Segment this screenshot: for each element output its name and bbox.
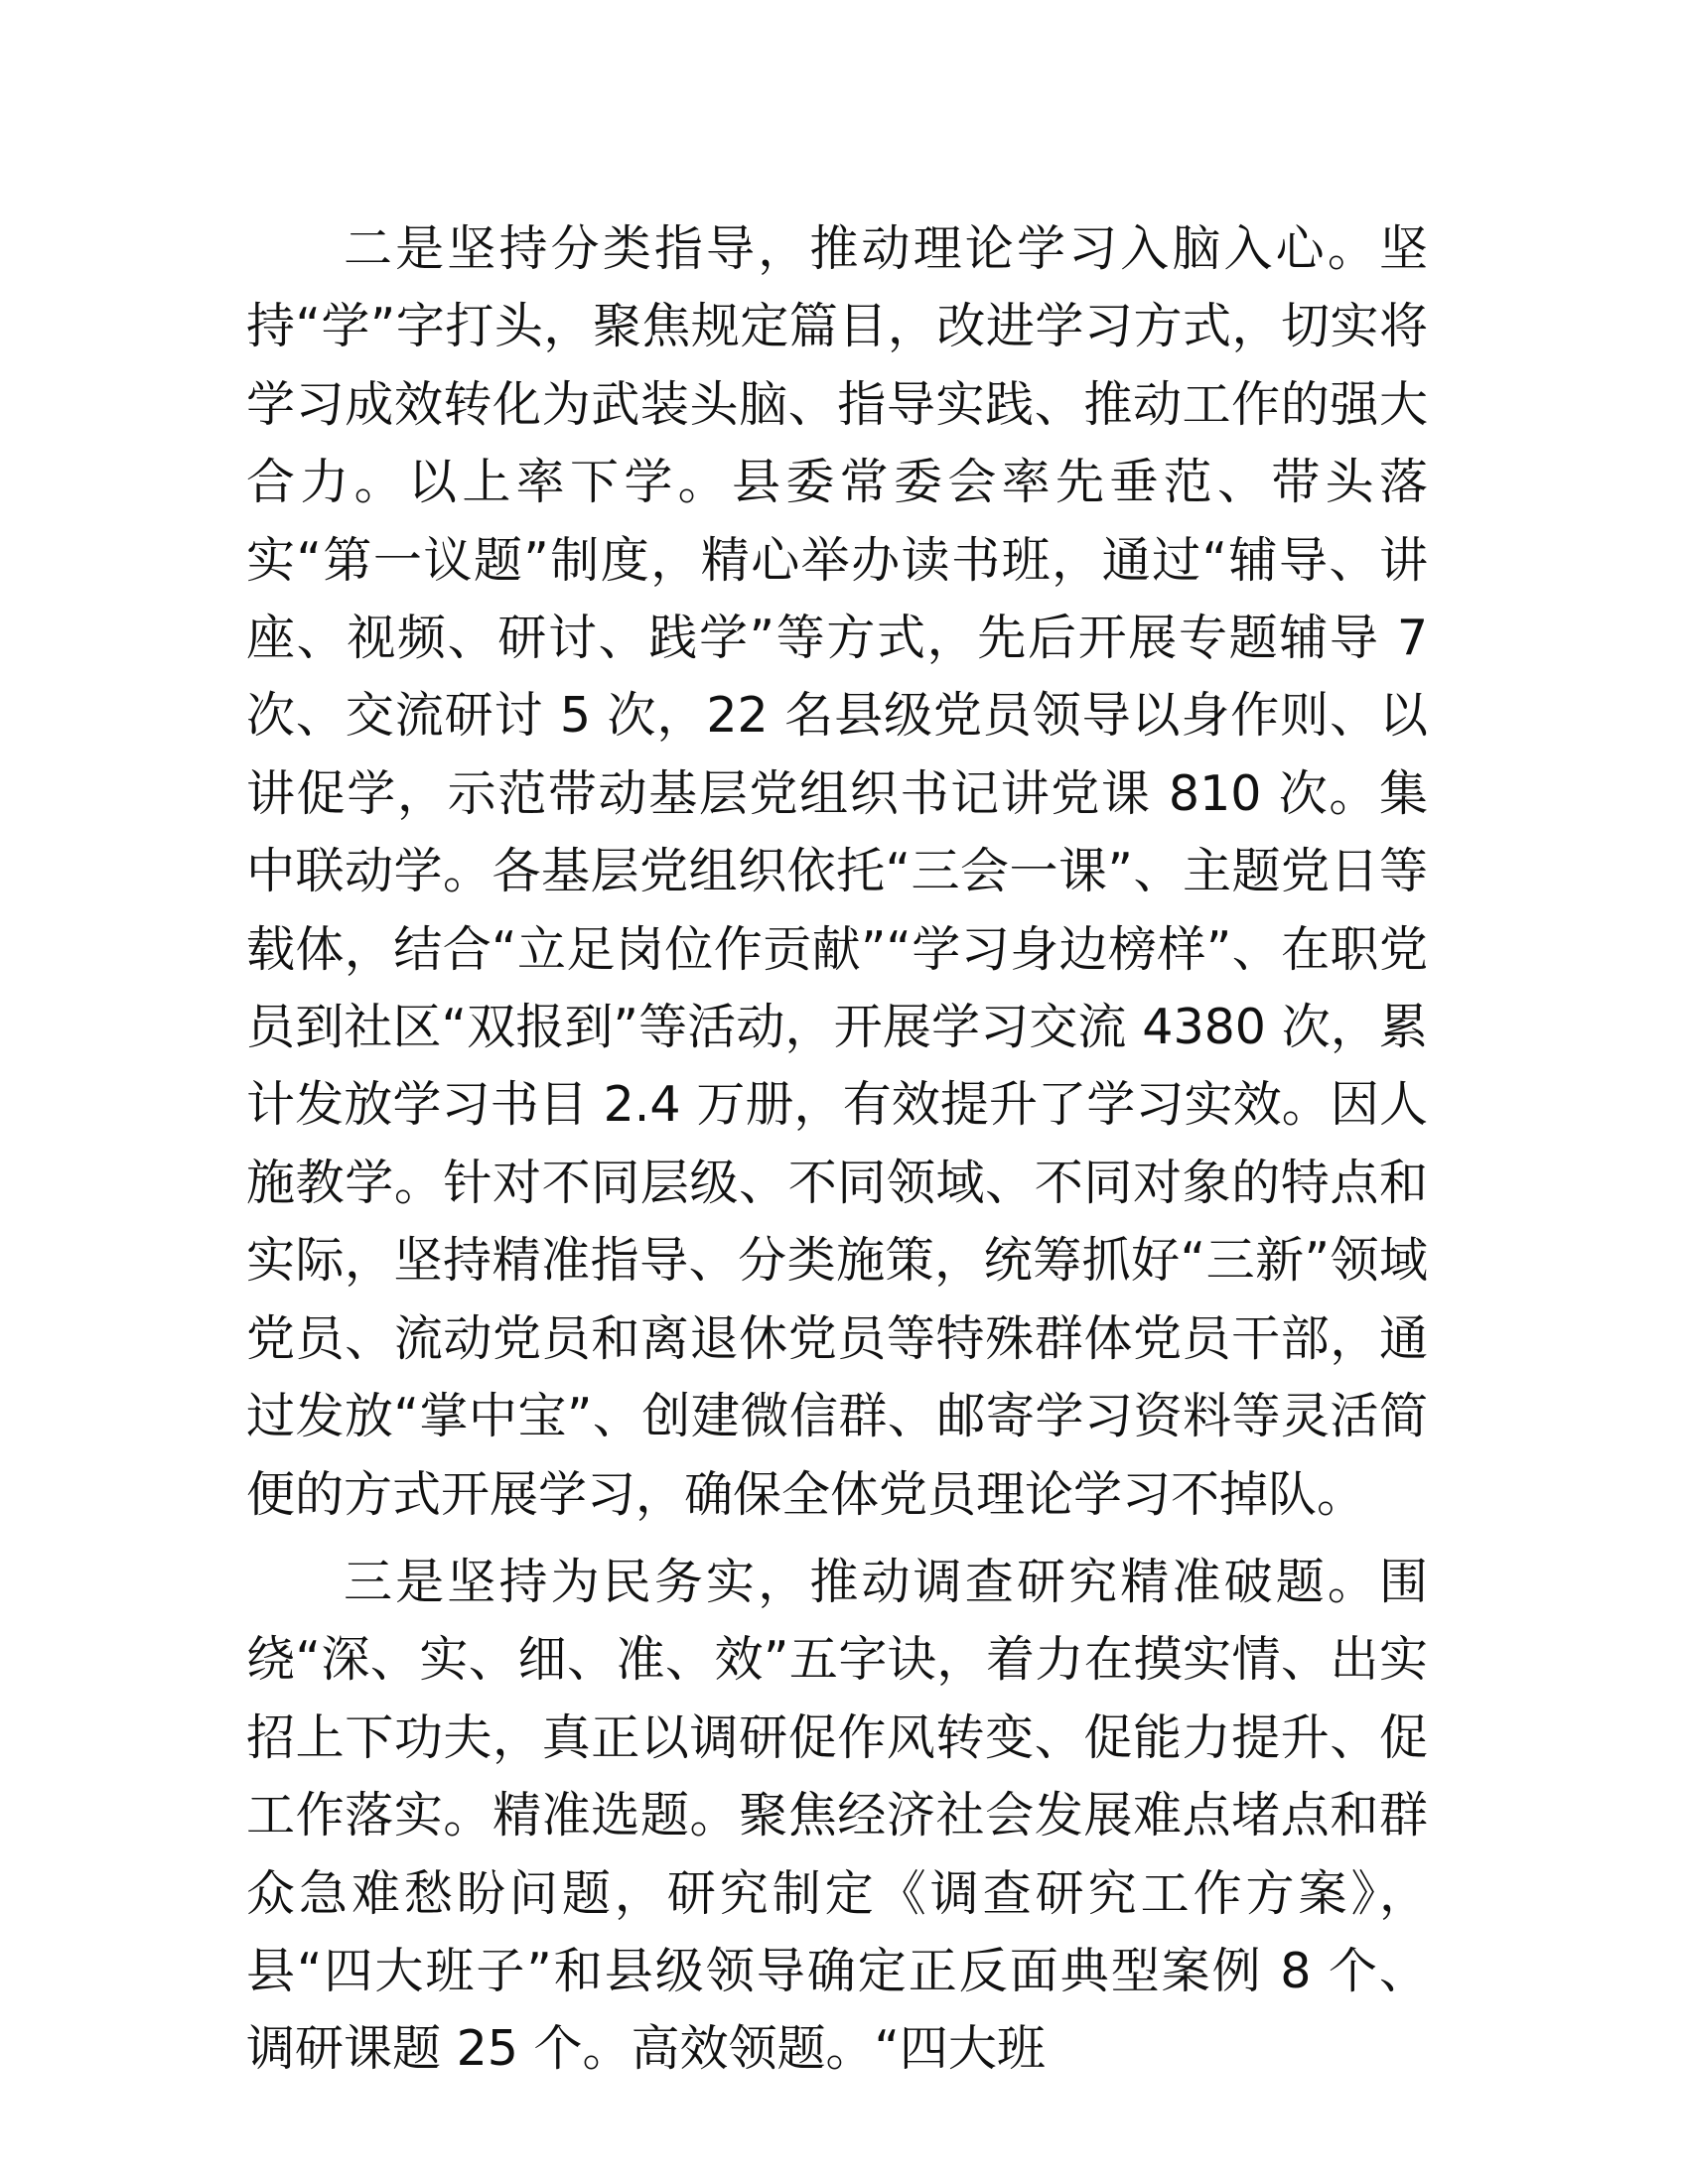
document-page bbox=[246, 210, 1428, 2089]
paragraph-investigation-research: 三是坚持为民务实，推动调查研究精准破题。围绕“深、实、细、准、效”五字诀，着力在摸实情、出实招上下功夫，真正以调研促作风转变、促能力提升、促工作落实。精准选题。聚焦经济社会发展难点堵点和群众急难愁盼问题，研究制定《调查研究工作方案》，县“四大班子”和县级领导确定正反面典型案例 8 个、调研课题 25 个。高效领题。“四大班 bbox=[246, 1553, 1428, 2078]
paragraph-theory-study: 二是坚持分类指导，推动理论学习入脑入心。坚持“学”字打头，聚焦规定篇目，改进学习方式，切实将学习成效转化为武装头脑、指导实践、推动工作的强大合力。以上率下学。县委常委会率先垂范、带头落实“第一议题”制度，精心举办读书班，通过“辅导、讲座、视频、研讨、践学”等方式，先后开展专题辅导 7 次、交流研讨 5 次，22 名县级党员领导以身作则、以讲促学，示范带动基层党组织书记讲党课 810 次。集中联动学。各基层党组织依托“三会一课”、主题党日等载体，结合“立足岗位作贡献”“学习身边榜样”、在职党员到社区“双报到”等活动，开展学习交流 4380 次，累计发放学习书目 2.4 万册，有效提升了学习实效。因人施教学。针对不同层级、不同领域、不同对象的特点和实际，坚持精准指导、分类施策，统筹抓好“三新”领域党员、流动党员和离退休党员等特殊群体党员干部，通过发放“掌中宝”、创建微信群、邮寄学习资料等灵活简便的方式开展学习，确保全体党员理论学习不掉队。 bbox=[246, 220, 1428, 1523]
